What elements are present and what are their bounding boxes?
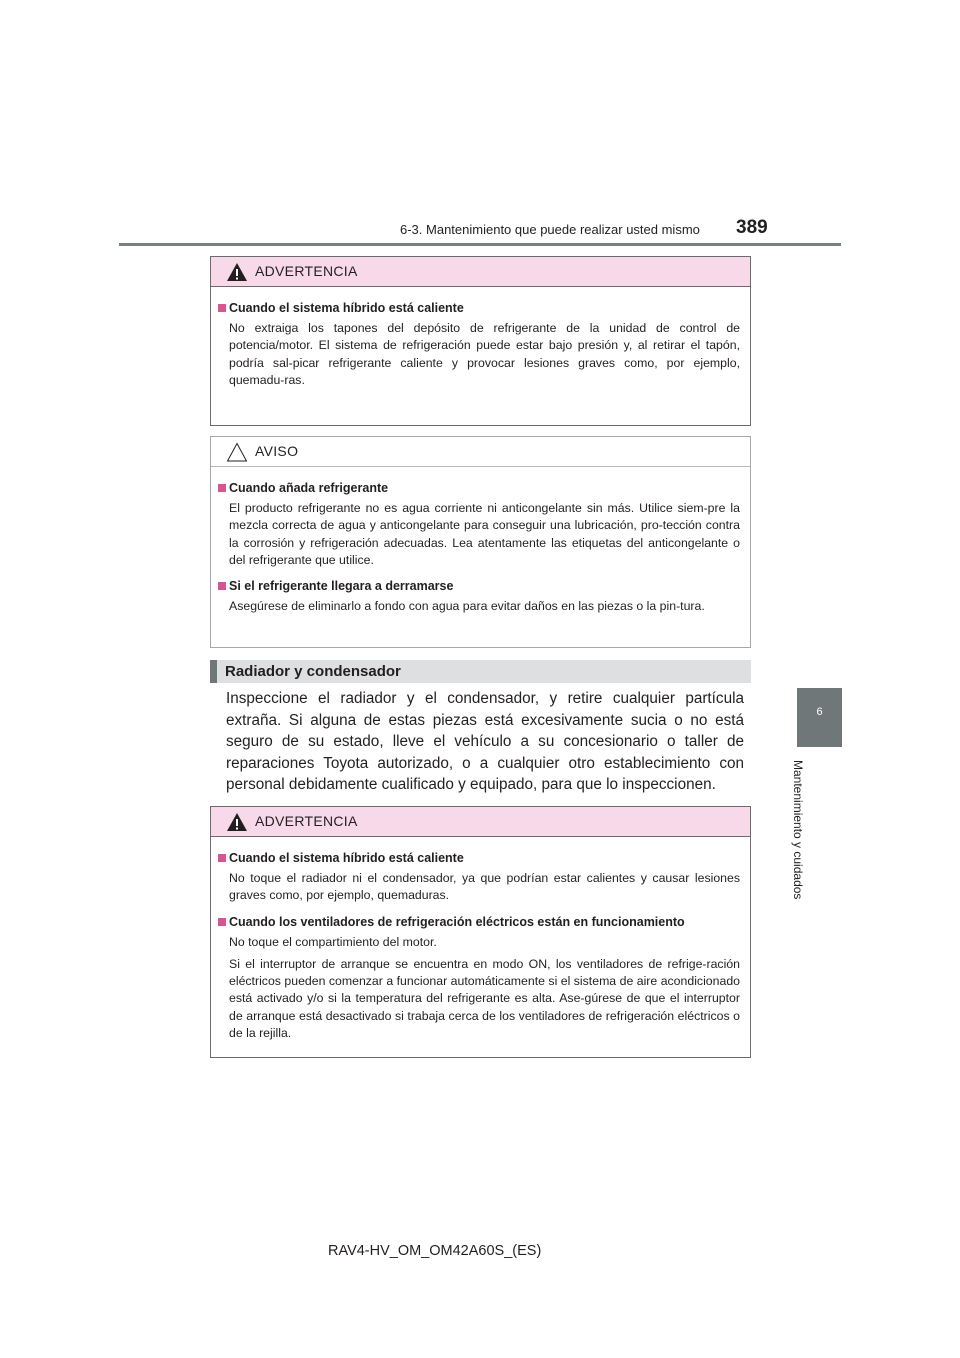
warning-item-title: Cuando el sistema híbrido está caliente — [218, 299, 740, 317]
caution-triangle-icon — [226, 442, 248, 462]
warning-triangle-icon — [226, 262, 248, 282]
warning-item — [218, 913, 740, 1043]
warning-triangle-icon — [226, 812, 248, 832]
warning-item-text: No toque el compartimiento del motor. — [229, 934, 437, 949]
notice-box-header — [211, 437, 750, 467]
warning-heading: ADVERTENCIA — [255, 813, 358, 829]
notice-item-title: Cuando añada refrigerante — [218, 479, 740, 497]
warning-item-title: Cuando los ventiladores de refrigeración eléctricos están en funcionamiento — [218, 913, 740, 931]
notice-item-title: Si el refrigerante llegara a derramarse — [218, 577, 740, 595]
page-number: 389 — [736, 217, 768, 238]
notice-box — [210, 436, 751, 648]
chapter-label: Mantenimiento y cuidados — [791, 760, 805, 900]
warning-box-hybrid-hot — [210, 256, 751, 426]
section-heading-bar — [210, 660, 751, 683]
notice-heading: AVISO — [255, 443, 299, 459]
section-body-text: Inspeccione el radiador y el condensador, y retire cualquier partícula extraña. Si alguna de estas piezas está excesivamente sucia o no está seguro de su estado, lleve el vehículo a su concesionario o taller de reparaciones Toyota autorizado, o a cualquier otro establecimiento con personal debidamente cualificado y equipado, para que lo inspeccionen. — [226, 690, 744, 793]
warning-box-header — [211, 257, 750, 287]
square-bullet-icon — [218, 582, 226, 590]
warning-box-header — [211, 807, 750, 837]
notice-item — [218, 479, 740, 569]
square-bullet-icon — [218, 918, 226, 926]
chapter-number: 6 — [816, 706, 823, 718]
square-bullet-icon — [218, 484, 226, 492]
document-code: RAV4-HV_OM_OM42A60S_(ES) — [328, 1243, 542, 1259]
warning-heading: ADVERTENCIA — [255, 263, 358, 279]
square-bullet-icon — [218, 854, 226, 862]
notice-item-text: Asegúrese de eliminarlo a fondo con agua para evitar daños en las piezas o la pin-tura. — [229, 599, 705, 614]
warning-item-text: No toque el radiador ni el condensador, ya que podrían estar calientes y causar lesiones graves como, por ejemplo, quemaduras. — [229, 871, 740, 903]
chapter-tab — [797, 688, 842, 747]
warning-item — [218, 299, 740, 389]
warning-item-text: Si el interruptor de arranque se encuentra en modo ON, los ventiladores de refrige-ración eléctricos pueden comenzar a funcionar automáticamente si el sistema de aire acondicionado está activado y/o si la temperatura del refrigerante es alta. Ase-gúrese de que el interruptor de arranque está desactivado si trabaja cerca de los ventiladores de refrigeración eléctricos o de la rejilla. — [229, 956, 740, 1041]
notice-item-text: El producto refrigerante no es agua corriente ni anticongelante sin más. Utilice siem-pre la mezcla correcta de agua y anticongelante para conseguir una lubricación, pro-tección contra la corrosión y refrigeración adecuadas. Lea atentamente las etiquetas del anticongelante o del refrigerante que utilice. — [229, 501, 740, 567]
section-heading: Radiador y condensador — [225, 663, 401, 680]
warning-box-radiator — [210, 806, 751, 1058]
warning-item — [218, 849, 740, 905]
warning-item-text: No extraiga los tapones del depósito de refrigerante de la unidad de control de potencia/motor. El sistema de refrigeración puede estar bajo presión y, al retirar el tapón, podría sal-picar refrigerante caliente y provocar lesiones graves como, por ejemplo, quemadu-ras. — [229, 321, 740, 387]
section-header-title: 6-3. Mantenimiento que puede realizar usted mismo — [400, 222, 700, 237]
warning-item-title: Cuando el sistema híbrido está caliente — [218, 849, 740, 867]
notice-item — [218, 577, 740, 615]
square-bullet-icon — [218, 304, 226, 312]
header-rule — [119, 243, 841, 246]
